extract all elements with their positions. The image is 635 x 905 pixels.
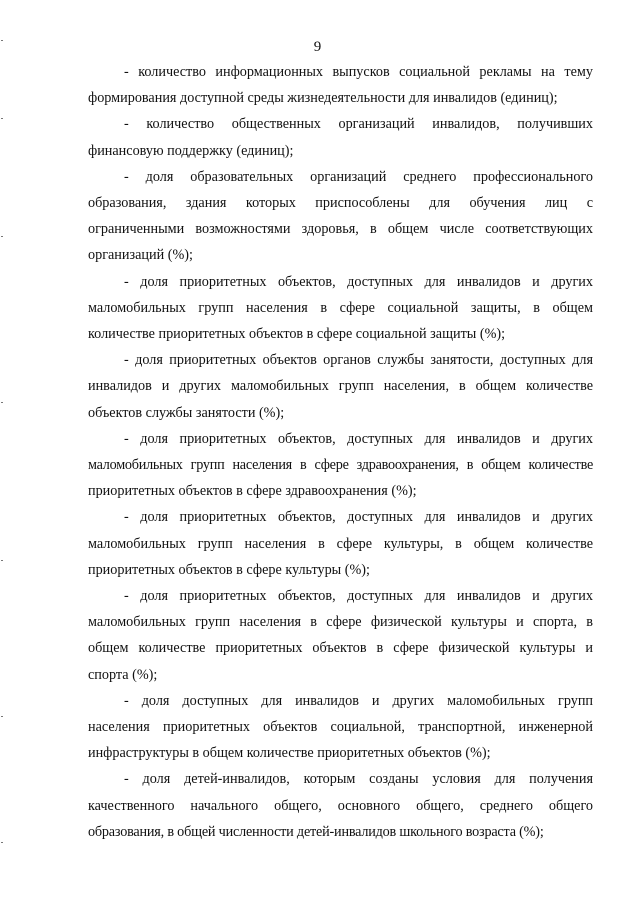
text-line: общем количестве приоритетных объектов в сфере физической культуры и	[88, 640, 593, 657]
text-line: приоритетных объектов в сфере здравоохранения (%);	[88, 483, 417, 500]
text-line: - доля доступных для инвалидов и других маломобильных групп	[124, 692, 593, 709]
text-line: - количество общественных организаций инвалидов, получивших	[124, 116, 593, 133]
text-line: организаций (%);	[88, 247, 193, 264]
text-line: - доля приоритетных объектов, доступных для инвалидов и других	[124, 273, 593, 290]
text-line: маломобильных групп населения в сфере физической культуры и спорта, в	[88, 614, 593, 631]
paragraph-employment-service	[88, 347, 593, 426]
text-line: населения приоритетных объектов социальной, транспортной, инженерной	[88, 719, 593, 736]
paragraph-infrastructure	[88, 688, 593, 767]
text-line: маломобильных групп населения в сфере культуры, в общем количестве	[88, 535, 593, 552]
text-line: ограниченными возможностями здоровья, в общем числе соответствующих	[88, 221, 593, 238]
paragraph-educational-organizations	[88, 164, 593, 269]
text-line: спорта (%);	[88, 666, 158, 683]
text-line: объектов службы занятости (%);	[88, 404, 285, 421]
page-number: 9	[313, 39, 322, 55]
text-line: инвалидов и других маломобильных групп населения, в общем количестве	[88, 378, 593, 395]
text-line: - доля образовательных организаций среднего профессионального	[124, 168, 593, 185]
text-line: - доля детей-инвалидов, которым созданы условия для получения	[124, 771, 593, 788]
paragraph-culture	[88, 504, 593, 583]
text-line: маломобильных групп населения в сфере здравоохранения, в общем количестве	[88, 457, 593, 474]
text-line: образования, в общей численности детей-инвалидов школьного возраста (%);	[88, 823, 544, 840]
paragraph-public-organizations	[88, 111, 593, 163]
paragraph-social-protection	[88, 269, 593, 348]
text-line: - доля приоритетных объектов органов службы занятости, доступных для	[124, 352, 593, 369]
text-line: финансовую поддержку (единиц);	[88, 142, 294, 159]
paragraph-physical-culture-sport	[88, 583, 593, 688]
text-line: количестве приоритетных объектов в сфере социальной защиты (%);	[88, 326, 506, 343]
paragraph-healthcare	[88, 426, 593, 505]
text-line: - доля приоритетных объектов, доступных для инвалидов и других	[124, 430, 593, 447]
text-line: маломобильных групп населения в сфере социальной защиты, в общем	[88, 299, 593, 316]
paragraph-children-education	[88, 766, 593, 845]
text-line: - доля приоритетных объектов, доступных для инвалидов и других	[124, 509, 593, 526]
text-line: - количество информационных выпусков социальной рекламы на тему	[124, 64, 593, 80]
text-line: формирования доступной среды жизнедеятельности для инвалидов (единиц);	[88, 90, 558, 107]
text-line: - доля приоритетных объектов, доступных для инвалидов и других	[124, 588, 593, 605]
scan-edge-marks	[0, 0, 6, 905]
text-line: образования, здания которых приспособлены для обучения лиц с	[88, 195, 593, 212]
document-body	[88, 59, 593, 845]
paragraph-info-releases	[88, 59, 593, 111]
text-line: приоритетных объектов в сфере культуры (%);	[88, 561, 370, 578]
text-line: инфраструктуры в общем количестве приоритетных объектов (%);	[88, 745, 491, 762]
text-line: качественного начального общего, основного общего, среднего общего	[88, 797, 593, 814]
